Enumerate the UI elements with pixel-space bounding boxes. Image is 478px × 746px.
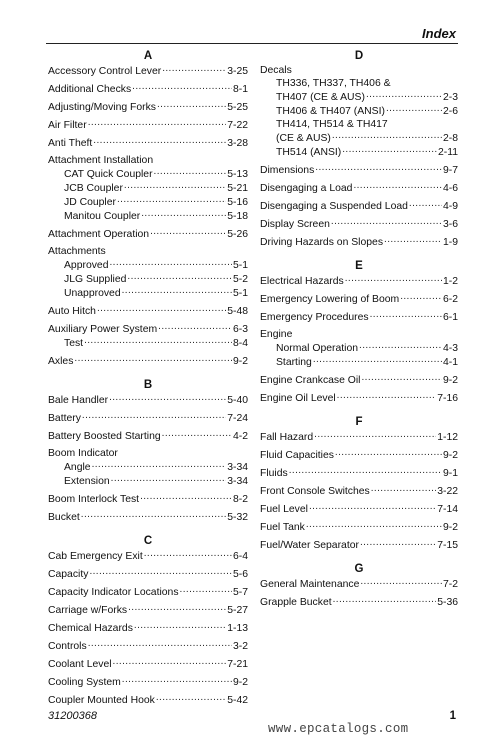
section-letter-a: A <box>143 50 153 62</box>
header-rule <box>46 43 458 44</box>
index-entry: Decals TH336, TH337, TH406 & TH407 (CE & AUS) ..... 2-3 TH406 & TH407 (ANSI) ..... 2-6 TH414, TH514 & TH417 (CE & AUS) ..... 2-8 TH514 (ANSI) ..... 2-11 <box>260 64 458 159</box>
index-entry: Fuel Tank ..... 9-2 <box>260 520 458 534</box>
index-entry: Attachments Approved ..... 5-1 JLG Supplied ..... 5-2 Unapproved ..... 5-1 <box>48 245 248 300</box>
index-entry: Controls ..... 3-2 <box>48 639 248 653</box>
index-entry: Display Screen ..... 3-6 <box>260 217 458 231</box>
index-entry: Disengaging a Load ..... 4-6 <box>260 181 458 195</box>
section-letter-b: B <box>143 379 153 391</box>
watermark-text: www.epcatalogs.com <box>268 722 409 736</box>
index-entry: Engine Oil Level ..... 7-16 <box>260 391 458 405</box>
index-entry: Cooling System ..... 9-2 <box>48 675 248 689</box>
index-entry: Driving Hazards on Slopes ..... 1-9 <box>260 235 458 249</box>
index-entry: Fluid Capacities ..... 9-2 <box>260 448 458 462</box>
index-entry: Attachment Installation CAT Quick Coupler ..... 5-13 JCB Coupler ..... 5-21 JD Coupler ..... 5-16 Manitou Coupler ..... 5-18 <box>48 154 248 223</box>
index-entry: Fuel/Water Separator ..... 7-15 <box>260 538 458 552</box>
section-letter-g: G <box>354 563 364 575</box>
index-entry: Boom Interlock Test ..... 8-2 <box>48 492 248 506</box>
index-entry: Fluids ..... 9-1 <box>260 466 458 480</box>
index-entry: Fall Hazard ..... 1-12 <box>260 430 458 444</box>
index-entry: Emergency Lowering of Boom ..... 6-2 <box>260 292 458 306</box>
index-entry: Cab Emergency Exit ..... 6-4 <box>48 549 248 563</box>
section-letter-d: D <box>354 50 364 62</box>
index-entry: Axles ..... 9-2 <box>48 354 248 368</box>
document-number: 31200368 <box>48 710 97 722</box>
page-title: Index <box>422 26 456 41</box>
index-entry: Attachment Operation ..... 5-26 <box>48 227 248 241</box>
index-column-left <box>48 48 248 707</box>
index-entry: Grapple Bucket ..... 5-36 <box>260 595 458 609</box>
index-entry: Accessory Control Lever ..... 3-25 <box>48 64 248 78</box>
index-entry: Auxiliary Power System ..... 6-3 Test ..... 8-4 <box>48 322 248 350</box>
index-entry: Adjusting/Moving Forks ..... 5-25 <box>48 100 248 114</box>
index-entry: Carriage w/Forks ..... 5-27 <box>48 603 248 617</box>
section-letter-f: F <box>355 416 363 428</box>
index-entry: Engine Normal Operation ..... 4-3 Starting ..... 4-1 <box>260 328 458 369</box>
index-entry: Emergency Procedures ..... 6-1 <box>260 310 458 324</box>
index-entry: Dimensions ..... 9-7 <box>260 163 458 177</box>
index-entry: Battery Boosted Starting ..... 4-2 <box>48 429 248 443</box>
index-entry: Air Filter ..... 7-22 <box>48 118 248 132</box>
section-letter-c: C <box>143 535 153 547</box>
index-column-right <box>260 48 458 609</box>
index-entry: Additional Checks ..... 8-1 <box>48 82 248 96</box>
index-entry: Anti Theft ..... 3-28 <box>48 136 248 150</box>
index-entry: Coolant Level ..... 7-21 <box>48 657 248 671</box>
index-entry: General Maintenance ..... 7-2 <box>260 577 458 591</box>
index-entry: Capacity Indicator Locations ..... 5-7 <box>48 585 248 599</box>
index-entry: Disengaging a Suspended Load ..... 4-9 <box>260 199 458 213</box>
section-letter-e: E <box>355 260 363 272</box>
index-entry: Chemical Hazards ..... 1-13 <box>48 621 248 635</box>
index-entry: Boom Indicator Angle ..... 3-34 Extension ..... 3-34 <box>48 447 248 488</box>
index-entry: Fuel Level ..... 7-14 <box>260 502 458 516</box>
index-entry: Front Console Switches ..... 3-22 <box>260 484 458 498</box>
page-number: 1 <box>449 710 456 722</box>
index-entry: Bale Handler ..... 5-40 <box>48 393 248 407</box>
index-entry: Bucket ..... 5-32 <box>48 510 248 524</box>
index-entry: Auto Hitch ..... 5-48 <box>48 304 248 318</box>
index-entry: Engine Crankcase Oil ..... 9-2 <box>260 373 458 387</box>
index-entry: Battery ..... 7-24 <box>48 411 248 425</box>
index-entry: Electrical Hazards ..... 1-2 <box>260 274 458 288</box>
index-entry: Coupler Mounted Hook ..... 5-42 <box>48 693 248 707</box>
index-entry: Capacity ..... 5-6 <box>48 567 248 581</box>
